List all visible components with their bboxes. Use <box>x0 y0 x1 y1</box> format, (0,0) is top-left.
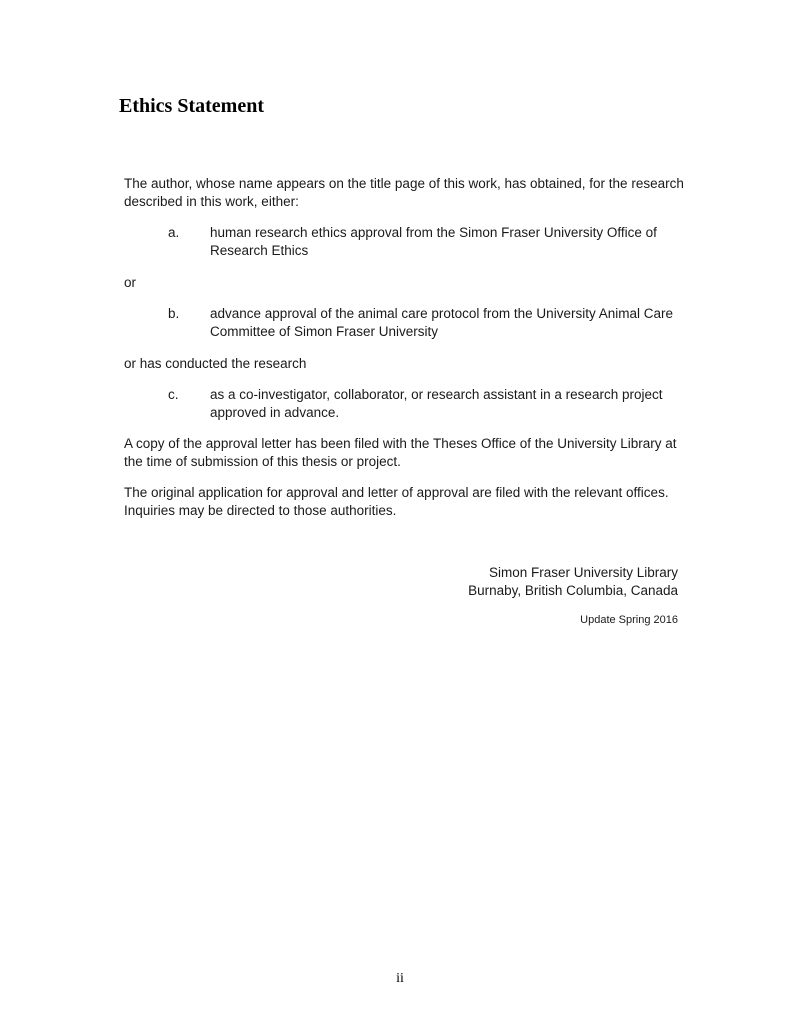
update-note: Update Spring 2016 <box>580 614 678 626</box>
list-item-letter: b. <box>168 306 180 321</box>
signature-block <box>468 564 678 600</box>
original-paragraph: The original application for approval and letter of approval are filed with the relevant offices. Inquiries may be directed to those authorities. <box>124 485 669 518</box>
list-item-letter: a. <box>168 225 180 240</box>
intro-paragraph: The author, whose name appears on the title page of this work, has obtained, for the research described in this work, either: <box>124 176 684 209</box>
conducted-label: or has conducted the research <box>124 356 307 371</box>
list-item-letter: c. <box>168 387 179 402</box>
or-label: or <box>124 275 137 290</box>
signature-line-location: Burnaby, British Columbia, Canada <box>468 583 678 598</box>
list-item-text: as a co-investigator, collaborator, or research assistant in a research project approved in advance. <box>210 387 663 420</box>
copy-paragraph: A copy of the approval letter has been filed with the Theses Office of the University Library at the time of submission of this thesis or project. <box>124 436 677 469</box>
list-item-text: advance approval of the animal care protocol from the University Animal Care Committee of Simon Fraser University <box>210 306 673 339</box>
list-item-text: human research ethics approval from the Simon Fraser University Office of Research Ethics <box>210 225 657 258</box>
page-number: ii <box>396 971 404 986</box>
page-title: Ethics Statement <box>119 95 264 117</box>
signature-line-library: Simon Fraser University Library <box>488 565 678 580</box>
